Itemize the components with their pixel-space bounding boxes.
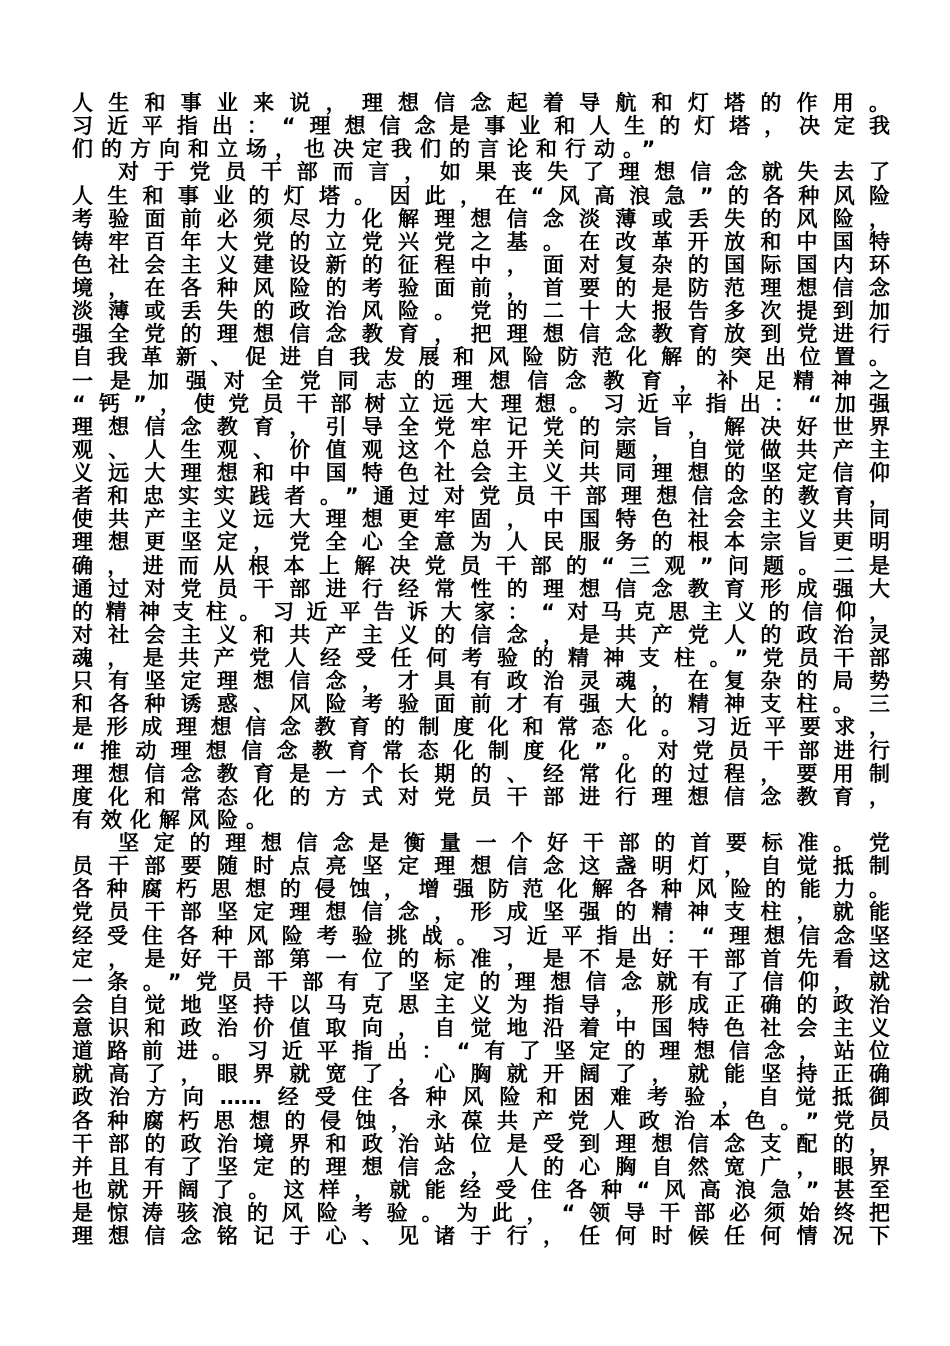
- text-line: 政治方向……经受住各种风险和困难考验，自觉抵御: [72, 1085, 890, 1110]
- text-line: 干部的政治境界和政治站位是受到理想信念支配的，: [72, 1131, 890, 1156]
- text-line: 理想信念教育是一个长期的、经常化的过程，要用制: [72, 761, 890, 786]
- text-line: 魂，是共产党人经受任何考验的精神支柱。”党员干部: [72, 646, 890, 670]
- text-line: 强全党的理想信念教育，把理想信念教育放到党进行: [72, 322, 890, 347]
- text-line: 理想信念铭记于心、见诸于行，任何时候任何情况下: [72, 1224, 890, 1249]
- text-line: 只有坚定理想信念，才具有政治灵魂，在复杂的局势: [72, 669, 890, 694]
- text-line: 员干部要随时点亮坚定理想信念这盏明灯，自觉抵制: [72, 854, 890, 879]
- text-line: 义远大理想和中国特色社会主义共同理想的坚定信仰: [72, 461, 890, 485]
- text-line: “钙”，使党员干部树立远大理想。习近平指出：“加强: [72, 391, 890, 416]
- text-line: 是形成理想信念教育的制度化和常态化。习近平要求，: [72, 715, 890, 740]
- text-line: 会自觉地坚持以马克思主义为指导，形成正确的政治: [72, 992, 890, 1017]
- text-line: 色社会主义建设新的征程中，面对复杂的国际国内环: [72, 252, 890, 277]
- text-line: 观、人生观、价值观这个总开关问题，自觉做共产主: [72, 437, 890, 462]
- text-line: 们的方向和立场，也决定我们的言论和行动。”: [72, 137, 664, 162]
- text-line: 经受住各种风险考验挑战。习近平指出：“理想信念坚: [72, 923, 890, 948]
- text-line: 一是加强对全党同志的理想信念教育，补足精神之: [72, 368, 890, 393]
- text-line: 对社会主义和共产主义的信念，是共产党人的政治灵: [72, 622, 890, 647]
- text-line: 也就开阔了。这样，就能经受住各种“风高浪急”甚至: [72, 1177, 890, 1202]
- text-line: 通过对党员干部进行经常性的理想信念教育形成强大: [72, 576, 890, 601]
- text-line: 道路前进。习近平指出：“有了坚定的理想信念，站位: [72, 1039, 890, 1064]
- text-line: 自我革新、促进自我发展和风险防范化解的突出位置。: [72, 345, 890, 370]
- text-line: “推动理想信念教育常态化制度化”。对党员干部进行: [72, 738, 890, 763]
- text-line: 铸牢百年大党的立党兴党之基。在改革开放和中国特: [72, 229, 890, 254]
- text-line: 是惊涛骇浪的风险考验。为此，“领导干部必须始终把: [72, 1201, 890, 1225]
- text-line: 党员干部坚定理想信念，形成坚强的精神支柱，就能: [72, 900, 890, 925]
- text-line: 一条。”党员干部有了坚定的理想信念就有了信仰，就: [72, 969, 890, 994]
- text-line: 定，是好干部第一位的标准，是不是好干部首先看这: [72, 946, 890, 971]
- text-line: 度化和常态化的方式对党员干部进行理想信念教育，: [72, 784, 890, 809]
- text-line: 境，在各种风险的考验面前，首要的是防范理想信念: [72, 276, 890, 300]
- paragraph-first-line: 坚定的理想信念是衡量一个好干部的首要标准。党: [118, 831, 890, 855]
- text-line: 的精神支柱。习近平告诉大家：“对马克思主义的信仰，: [72, 599, 890, 624]
- text-line: 理想更坚定，党全心全意为人民服务的根本宗旨更明: [72, 530, 890, 555]
- text-line: 各种腐朽思想的侵蚀，永葆共产党人政治本色。”党员: [72, 1108, 890, 1133]
- paragraph-first-line: 对于党员干部而言，如果丧失了理想信念就失去了: [118, 160, 890, 185]
- text-line: 使共产主义远大理想更牢固，中国特色社会主义共同: [72, 507, 890, 532]
- text-line: 人生和事业的灯塔。因此，在“风高浪急”的各种风险: [72, 183, 890, 208]
- text-line: 人生和事业来说，理想信念起着导航和灯塔的作用。: [72, 91, 890, 115]
- text-line: 并且有了坚定的理想信念，人的心胸自然宽广，眼界: [72, 1154, 890, 1179]
- text-line: 淡薄或丢失的政治风险。党的二十大报告多次提到加: [72, 299, 890, 324]
- text-line: 有效化解风险。: [72, 807, 275, 832]
- text-line: 意识和政治价值取向，自觉地沿着中国特色社会主义: [72, 1016, 890, 1040]
- text-line: 就高了，眼界就宽了，心胸就开阔了，就能坚持正确: [72, 1062, 890, 1087]
- body-text: [72, 92, 890, 1248]
- text-line: 和各种诱惑、风险考验面前才有强大的精神支柱。三: [72, 692, 890, 717]
- text-line: 考验面前必须尽力化解理想信念淡薄或丢失的风险，: [72, 206, 890, 231]
- text-line: 者和忠实实践者。”通过对党员干部理想信念的教育，: [72, 484, 890, 509]
- text-line: 习近平指出：“理想信念是事业和人生的灯塔，决定我: [72, 114, 890, 139]
- text-line: 各种腐朽思想的侵蚀，增强防范化解各种风险的能力。: [72, 877, 890, 902]
- text-line: 确，进而从根本上解决党员干部的“三观”问题。二是: [72, 553, 890, 578]
- text-line: 理想信念教育，引导全党牢记党的宗旨，解决好世界: [72, 414, 890, 439]
